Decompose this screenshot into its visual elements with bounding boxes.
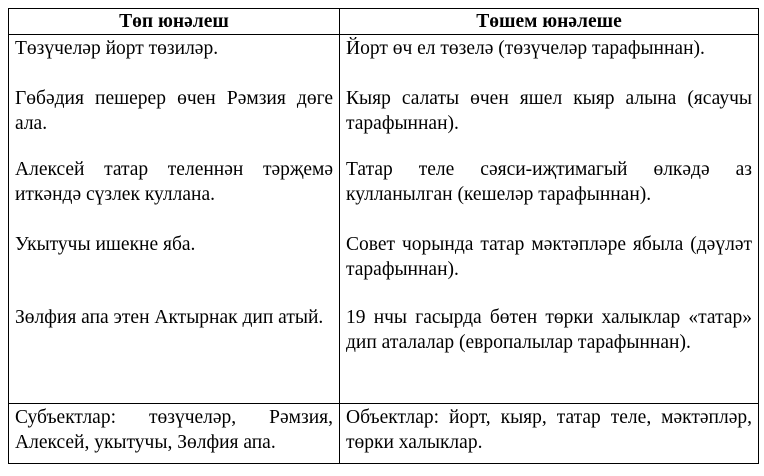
header-passive-voice: Төшем юнәлеше <box>340 9 759 35</box>
active-example-4: Укытучы ишекне яба. <box>15 234 196 255</box>
passive-example-2: Кыяр салаты өчен яшел кыяр алына (ясаучы тарафыннан). <box>346 88 752 134</box>
passive-example-3: Татар теле сәяси-иҗтимагый өлкәдә аз кулланылган (кешеләр тарафыннан). <box>346 159 752 205</box>
active-examples-cell <box>9 35 340 404</box>
active-example-5: Зөлфия апа этен Актырнак дип атый. <box>15 307 324 328</box>
passive-example-4: Совет чорында татар мәктәпләре ябыла (дәүләт тарафыннан). <box>346 234 752 280</box>
active-example-1: Төзүчеләр йорт төзиләр. <box>15 38 219 59</box>
header-active-voice: Төп юнәлеш <box>9 9 340 35</box>
header-row <box>9 9 759 35</box>
voice-table <box>8 8 759 464</box>
passive-examples-cell <box>340 35 759 404</box>
summary-row <box>9 404 759 464</box>
examples-row <box>9 35 759 404</box>
passive-example-5: 19 нчы гасырда бөтен төрки халыклар «татар» дип аталалар (европалылар тарафыннан). <box>346 307 752 353</box>
passive-example-1: Йорт өч ел төзелә (төзүчеләр тарафыннан). <box>346 38 705 59</box>
subjects-summary: Субъектлар: төзүчеләр, Рәмзия, Алексей, укытучы, Зөлфия апа. <box>9 404 340 464</box>
active-example-2: Гөбәдия пешерер өчен Рәмзия дөге ала. <box>15 88 333 134</box>
objects-summary: Объектлар: йорт, кыяр, татар теле, мәктәпләр, төрки халыклар. <box>340 404 759 464</box>
active-example-3: Алексей татар теленнән тәрҗемә иткәндә сүзлек куллана. <box>15 159 333 205</box>
